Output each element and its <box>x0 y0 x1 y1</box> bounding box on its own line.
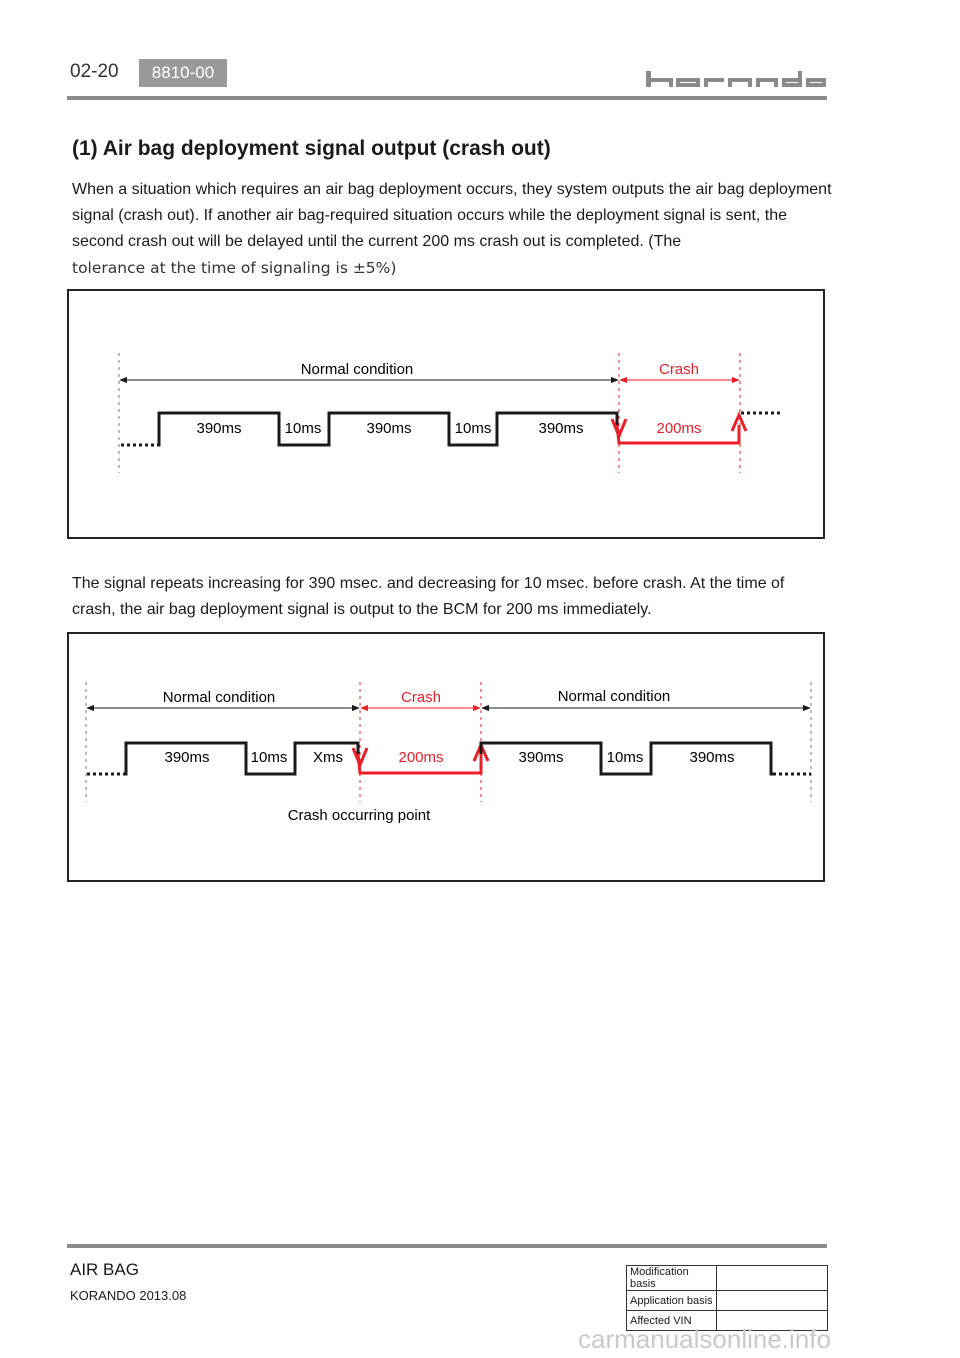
section-title: (1) Air bag deployment signal output (crash out) <box>72 137 551 160</box>
footer-subtitle: KORANDO 2013.08 <box>70 1288 187 1303</box>
table-value <box>717 1291 828 1311</box>
pulse-label: 10ms <box>250 749 288 766</box>
pulse-label: 390ms <box>538 420 584 437</box>
table-label: Application basis <box>627 1291 717 1311</box>
footer-title: AIR BAG <box>70 1260 139 1279</box>
pulse-label: 10ms <box>606 749 644 766</box>
pulse-label: 390ms <box>164 749 210 766</box>
pulse-label: Xms <box>313 749 343 766</box>
crash-label: Crash <box>400 689 442 706</box>
normal-condition-label: Normal condition <box>557 688 671 705</box>
header-rule <box>67 96 827 100</box>
signal-diagram-normal <box>67 289 825 539</box>
table-row <box>627 1266 828 1291</box>
crash-label: Crash <box>658 361 700 378</box>
intro-paragraph <box>72 177 832 282</box>
signal-diagram-crash-svg <box>69 634 827 884</box>
normal-condition-label: Normal condition <box>162 689 276 706</box>
signal-diagram-crash <box>67 632 825 882</box>
table-value <box>717 1266 828 1291</box>
crash-down-icon <box>353 748 367 765</box>
pulse-label: 390ms <box>689 749 735 766</box>
watermark: carmanualsonline.info <box>578 1324 831 1354</box>
pulse-label: 390ms <box>366 420 412 437</box>
table-label: Modification basis <box>627 1266 717 1291</box>
pulse-label: 10ms <box>454 420 492 437</box>
normal-condition-label: Normal condition <box>300 361 414 378</box>
revision-table <box>626 1265 828 1331</box>
footer-rule <box>67 1244 827 1248</box>
table-label: Affected VIN <box>627 1311 717 1331</box>
signal-description-paragraph: The signal repeats increasing for 390 msec. and decreasing for 10 msec. before crash. At the time of crash, the air bag deployment signal is output to the BCM for 200 ms immediately. <box>72 575 785 618</box>
korando-logo <box>646 68 826 90</box>
pulse-label: 10ms <box>284 420 322 437</box>
signal-diagram-normal-svg <box>69 291 827 541</box>
crash-down-icon <box>612 419 626 436</box>
page-number: 02-20 <box>70 61 119 82</box>
crash-pulse-label: 200ms <box>656 420 702 437</box>
intro-text: When a situation which requires an air bag deployment occurs, they system outputs the air bag deployment signal (crash out). If another air bag-required situation occurs while the deployment signal is sent, the second crash out will be delayed until the current 200 ms crash out is completed. (The <box>72 181 832 250</box>
crash-pulse-label: 200ms <box>398 749 444 766</box>
pulse-label: 390ms <box>518 749 564 766</box>
pulse-label: 390ms <box>196 420 242 437</box>
crash-point-label: Crash occurring point <box>287 807 431 824</box>
tolerance-text: tolerance at the time of signaling is ±5%) <box>72 259 397 277</box>
table-row <box>627 1291 828 1311</box>
section-code-badge: 8810-00 <box>139 59 227 87</box>
